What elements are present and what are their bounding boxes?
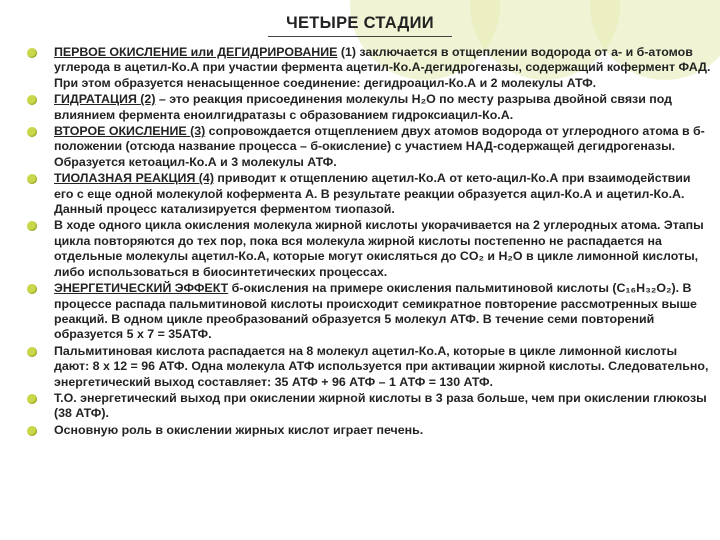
item-lead: ЭНЕРГЕТИЧЕСКИЙ ЭФФЕКТ — [54, 281, 229, 296]
bullet-icon — [27, 426, 37, 436]
item-body: б-окисления на примере окисления пальмитиновой кислоты (C₁₆H₃₂O₂). В процессе распада пальмитиновой кислоты происходит семикратное повторение рассмотренных выше реакций. В одном цикле преобразований образуется 5 молекул АТФ. В течение семи повторений образуется 5 х 7 = 35АТФ. — [54, 281, 697, 342]
item-body: – это реакция присоединения молекулы H₂O по месту разрыва двойной связи под влиянием фермента еноилгидратазы с образованием гидроксиацил-Ко.А. — [54, 92, 673, 122]
list-item — [22, 124, 712, 170]
list-item — [22, 45, 712, 91]
item-lead: ТИОЛАЗНАЯ РЕАКЦИЯ (4) — [54, 171, 214, 186]
bullet-icon — [27, 284, 37, 294]
item-lead: ВТОРОЕ ОКИСЛЕНИЕ (3) — [54, 124, 206, 139]
item-lead: ПЕРВОЕ ОКИСЛЕНИЕ или ДЕГИДРИРОВАНИЕ — [54, 45, 338, 59]
bullet-list — [22, 45, 712, 439]
bullet-icon — [27, 95, 37, 105]
item-body: Пальмитиновая кислота распадается на 8 молекул ацетил-Ко.А, которые в цикле лимонной кислоты дают: 8 х 12 = 96 АТФ. Одна молекула АТФ используется при активации жирной кислоты. Следовательно, энергетический выход составляет: 35 АТФ + 96 АТФ – 1 АТФ = 130 АТФ. — [54, 343, 709, 389]
item-body: Т.О. энергетический выход при окислении жирной кислоты в 3 раза больше, чем при окислении глюкозы (38 АТФ). — [54, 390, 707, 421]
item-body: Основную роль в окислении жирных кислот играет печень. — [54, 422, 424, 437]
bullet-icon — [27, 127, 37, 137]
title-underline — [268, 36, 452, 37]
item-body: (1) заключается в отщеплении водорода от а- и б-атомов углерода в ацетил-Ко.А при участии фермента ацетил-Ко.А-дегидрогеназы, содержащий кофермент ФАД. При этом образуется ненасыщенное соединение: дегидроацил-Ко.А и 2 молекулы АТФ. — [54, 45, 711, 90]
list-item — [22, 92, 712, 123]
slide-title: ЧЕТЫРЕ СТАДИИ — [286, 14, 434, 32]
bullet-icon — [27, 48, 37, 58]
list-item — [22, 423, 712, 438]
list-item — [22, 344, 712, 390]
list-item — [22, 171, 712, 217]
bullet-icon — [27, 221, 37, 231]
list-item — [22, 281, 712, 343]
bullet-icon — [27, 347, 37, 357]
list-item — [22, 218, 712, 280]
item-body: приводит к отщеплению ацетил-Ко.А от кето-ацил-Ко.А при взаимодействии его с еще одной молекулой кофермента А. В результате реакции образуется ацил-Ко.А и ацетил-Ко.А. Данный процесс катализируется ферментом тиопазой. — [54, 171, 691, 217]
list-item — [22, 391, 712, 422]
item-body: сопровождается отщеплением двух атомов водорода от углеродного атома в б-положении (отсюда название процесса – б-окисление) с участием НАД-содержащей дегидрогеназы. Образуется кетоацил-Ко.А и 3 молекулы АТФ. — [54, 124, 705, 169]
item-lead: ГИДРАТАЦИЯ (2) — [54, 92, 156, 107]
bullet-icon — [27, 174, 37, 184]
item-body: В ходе одного цикла окисления молекула жирной кислоты укорачивается на 2 углеродных атома. Этапы цикла повторяются до тех пор, пока вся молекула жирной кислоты постепенно не распадается на отдельные молекулы ацетил-Ко.А, которые могут окисляться до CO₂ и H₂O в цикле лимонной кислоты, либо использоваться в биосинтетических процессах. — [54, 218, 704, 279]
bullet-icon — [27, 394, 37, 404]
